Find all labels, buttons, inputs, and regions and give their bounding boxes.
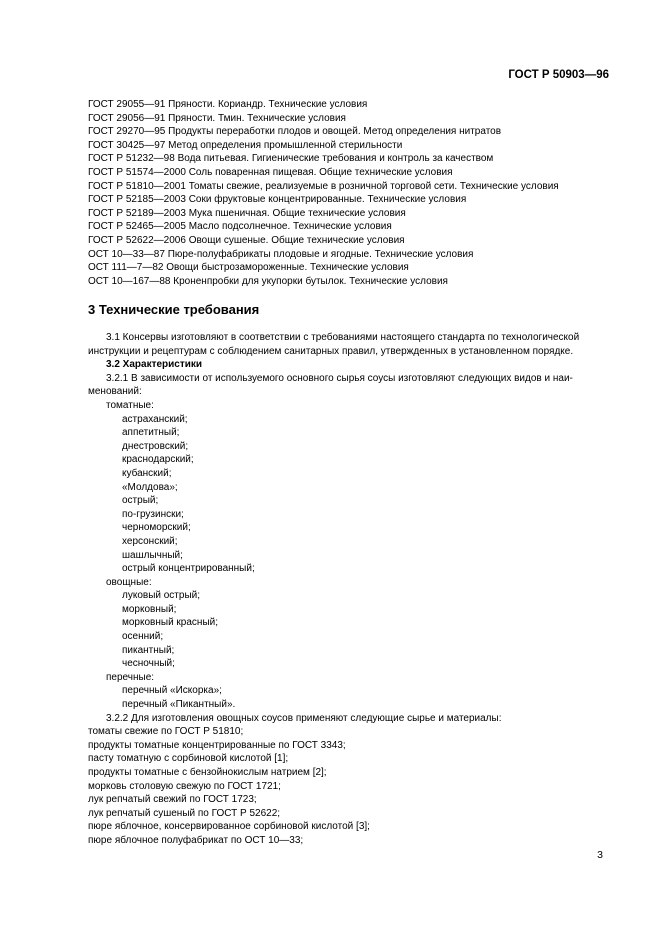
normative-references-list bbox=[88, 98, 618, 288]
list-item: черноморский; bbox=[122, 522, 191, 534]
list-item: днестровский; bbox=[122, 440, 189, 452]
group-label-pepper: перечные: bbox=[106, 671, 155, 683]
list-item: пасту томатную с сорбиновой кислотой [1]; bbox=[88, 753, 289, 765]
list-item: продукты томатные с бензойнокислым натрием [2]; bbox=[88, 767, 327, 778]
paragraph-3-2-1-line: менований: bbox=[88, 386, 142, 398]
list-item: херсонский; bbox=[122, 535, 178, 547]
list-item: осенний; bbox=[122, 631, 164, 643]
list-item: шашлычный; bbox=[122, 549, 183, 561]
list-item: томаты свежие по ГОСТ Р 51810; bbox=[88, 726, 244, 738]
list-item: аппетитный; bbox=[122, 427, 180, 439]
list-item: острый концентрированный; bbox=[122, 563, 255, 575]
list-item: продукты томатные концентрированные по ГОСТ 3343; bbox=[88, 739, 346, 751]
list-item: перечный «Искорка»; bbox=[122, 685, 222, 697]
group-label-tomato: томатные: bbox=[106, 399, 154, 411]
list-item: морковь столовую свежую по ГОСТ 1721; bbox=[88, 780, 281, 792]
reference-item: ГОСТ Р 52189—2003 Мука пшеничная. Общие технические условия bbox=[88, 207, 406, 219]
list-item: краснодарский; bbox=[122, 454, 194, 466]
reference-item: ОСТ 111—7—82 Овощи быстрозамороженные. Технические условия bbox=[88, 262, 409, 274]
reference-item: ОСТ 10—167—88 Кроненпробки для укупорки бутылок. Технические условия bbox=[88, 275, 448, 287]
reference-item: ГОСТ 29055—91 Пряности. Кориандр. Технические условия bbox=[88, 99, 368, 110]
materials-list bbox=[88, 725, 618, 847]
reference-item: ГОСТ Р 52622—2006 Овощи сушеные. Общие технические условия bbox=[88, 234, 405, 246]
list-item: по-грузински; bbox=[122, 508, 184, 520]
tomato-sauce-list bbox=[88, 413, 618, 576]
reference-item: ГОСТ 29056—91 Пряности. Тмин. Технические условия bbox=[88, 112, 346, 124]
paragraph-3-2-1-line: 3.2.1 В зависимости от используемого основного сырья соусы изготовляют следующих видов и наи- bbox=[106, 372, 573, 384]
list-item: пикантный; bbox=[122, 644, 175, 656]
section-title: 3 Технические требования bbox=[88, 302, 260, 317]
group-label-vegetable: овощные: bbox=[106, 576, 152, 588]
list-item: перечный «Пикантный». bbox=[122, 699, 236, 711]
section-body bbox=[88, 331, 618, 848]
paragraph-3-1-line: инструкции и рецептурам с соблюдением санитарных правил, утвержденных в установленном порядке. bbox=[88, 345, 574, 357]
list-item: лук репчатый сушеный по ГОСТ Р 52622; bbox=[88, 807, 281, 819]
reference-item: ГОСТ Р 52185—2003 Соки фруктовые концентрированные. Технические условия bbox=[88, 194, 467, 206]
list-item: морковный красный; bbox=[122, 617, 219, 629]
list-item: пюре яблочное, консервированное сорбиновой кислотой [3]; bbox=[88, 821, 370, 833]
paragraph-3-2-2: 3.2.2 Для изготовления овощных соусов применяют следующие сырье и материалы: bbox=[106, 712, 502, 724]
document-code-header: ГОСТ Р 50903—96 bbox=[508, 69, 609, 81]
page-number: 3 bbox=[597, 849, 603, 861]
subsection-heading-3-2: 3.2 Характеристики bbox=[106, 359, 203, 371]
list-item: луковый острый; bbox=[122, 590, 201, 602]
list-item: острый; bbox=[122, 495, 159, 507]
list-item: «Молдова»; bbox=[122, 481, 178, 493]
list-item: астраханский; bbox=[122, 413, 188, 425]
vegetable-sauce-list bbox=[88, 589, 618, 671]
list-item: лук репчатый свежий по ГОСТ 1723; bbox=[88, 794, 257, 806]
reference-item: ГОСТ Р 51574—2000 Соль поваренная пищевая. Общие технические условия bbox=[88, 166, 453, 178]
reference-item: ГОСТ 29270—95 Продукты переработки плодов и овощей. Метод определения нитратов bbox=[88, 126, 502, 138]
reference-item: ГОСТ Р 51232—98 Вода питьевая. Гигиенические требования и контроль за качеством bbox=[88, 153, 494, 165]
list-item: чесночный; bbox=[122, 658, 175, 670]
paragraph-3-1-line: 3.1 Консервы изготовляют в соответствии с требованиями настоящего стандарта по технологической bbox=[106, 332, 580, 343]
list-item: морковный; bbox=[122, 603, 177, 615]
reference-item: ГОСТ Р 51810—2001 Томаты свежие, реализуемые в розничной торговой сети. Технические условия bbox=[88, 180, 559, 192]
list-item: пюре яблочное полуфабрикат по ОСТ 10—33; bbox=[88, 834, 304, 846]
list-item: кубанский; bbox=[122, 467, 172, 479]
reference-item: ГОСТ Р 52465—2005 Масло подсолнечное. Технические условия bbox=[88, 221, 392, 233]
pepper-sauce-list bbox=[88, 684, 618, 711]
reference-item: ОСТ 10—33—87 Пюре-полуфабрикаты плодовые и ягодные. Технические условия bbox=[88, 248, 474, 260]
reference-item: ГОСТ 30425—97 Метод определения промышленной стерильности bbox=[88, 139, 403, 151]
